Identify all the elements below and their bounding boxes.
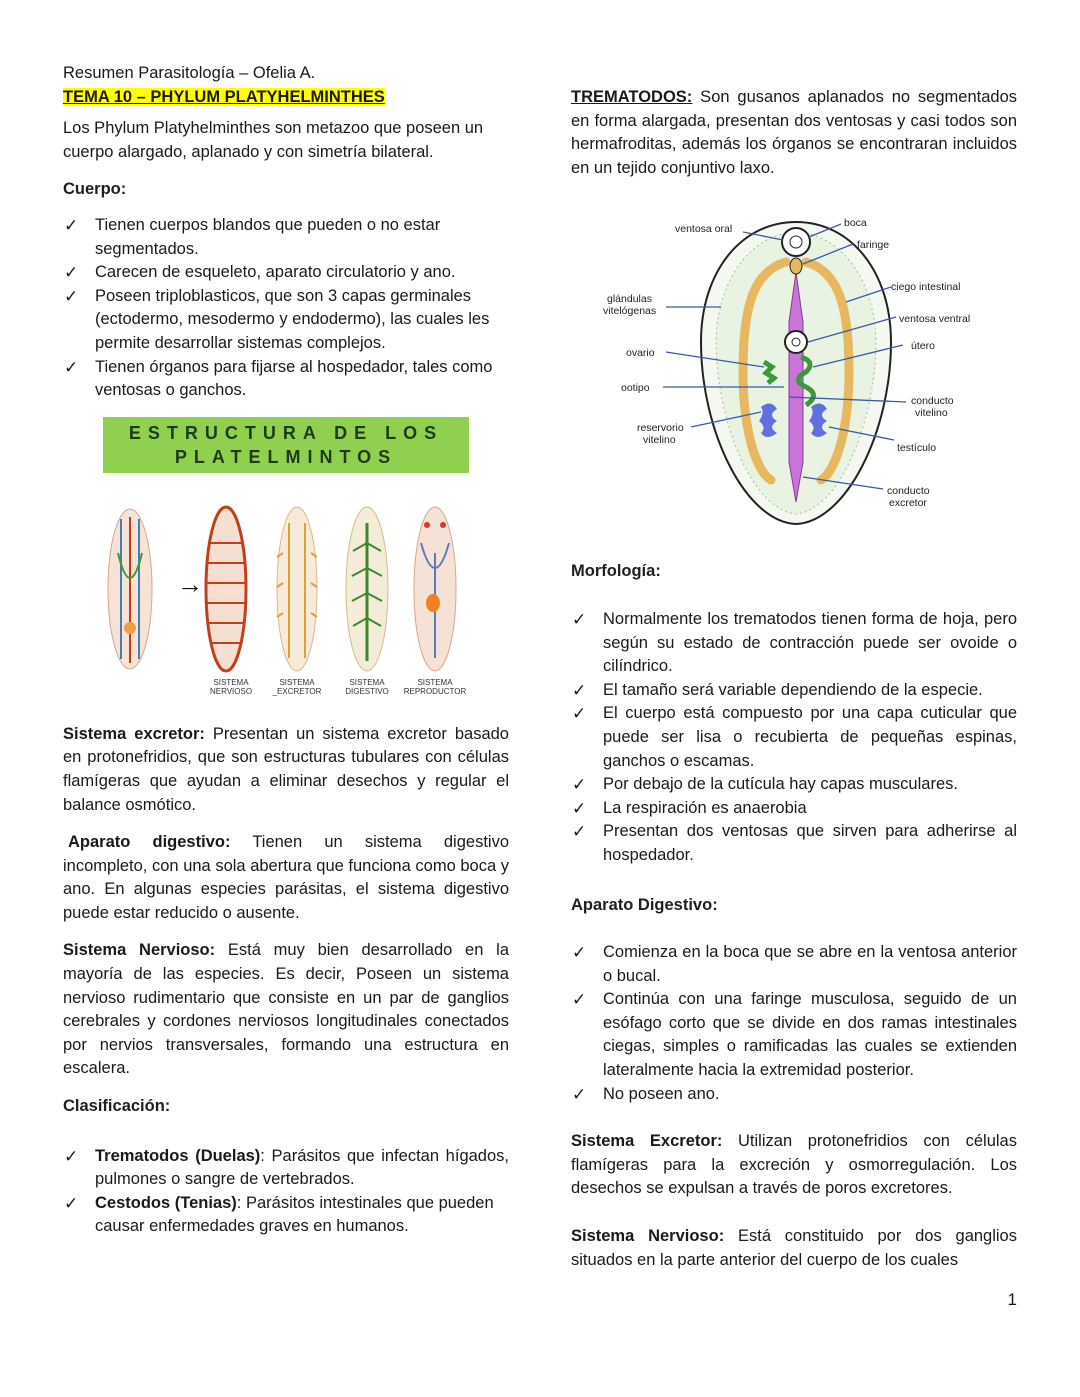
- label-conducto-excretor-2: excretor: [889, 497, 927, 510]
- author-line: Resumen Parasitología – Ofelia A.: [63, 64, 316, 82]
- check-icon: ✓: [572, 943, 587, 963]
- page-number: 1: [1007, 1290, 1017, 1309]
- label-boca: boca: [844, 217, 867, 230]
- label-ovario: ovario: [626, 347, 655, 360]
- check-icon: ✓: [572, 798, 587, 818]
- list-item: ✓ El tamaño será variable dependiendo de la especie.: [571, 679, 1017, 703]
- clasificacion-list: [63, 1145, 509, 1239]
- check-icon: ✓: [64, 263, 79, 283]
- check-icon: ✓: [64, 357, 79, 377]
- label-conducto-vitelino-1: conducto: [911, 395, 954, 408]
- check-icon: ✓: [64, 1146, 79, 1166]
- list-item: ✓ Trematodos (Duelas): Parásitos que infectan hígados, pulmones o sangre de vertebrados.: [64, 1146, 509, 1189]
- structure-banner: ESTRUCTURA DE LOS PLATELMINTOS: [103, 417, 469, 473]
- morfologia-heading: Morfología:: [571, 562, 661, 581]
- list-item: ✓ Tienen órganos para fijarse al hospedador, tales como ventosas o ganchos.: [64, 357, 493, 400]
- caption-excretor-1: SISTEMA: [279, 677, 315, 687]
- caption-reproductor-1: SISTEMA: [417, 677, 453, 687]
- worm-digestive-system: [346, 507, 388, 671]
- digestivo-paragraph: Aparato digestivo: Tienen un sistema digestivo incompleto, con una sola abertura que funciona como boca y ano. En algunas especies parásitas, el sistema digestivo puede estar reducido o ausente.: [63, 833, 510, 922]
- check-icon: ✓: [572, 990, 587, 1010]
- caption-reproductor-2: REPRODUCTOR: [403, 686, 467, 696]
- worm-excretory-system: [206, 507, 246, 671]
- list-item: ✓ Normalmente los trematodos tienen forma de hoja, pero según su estado de contracción puede ser ovoide o cilíndrico.: [572, 609, 1017, 676]
- check-icon: ✓: [572, 822, 587, 842]
- label-reservorio: reservorio: [637, 422, 684, 435]
- check-icon: ✓: [64, 286, 79, 306]
- label-reservorio-vitelino: vitelino: [643, 434, 676, 447]
- list-item: ✓ Tienen cuerpos blandos que pueden o no estar segmentados.: [64, 215, 441, 258]
- aparato-digestivo-heading: Aparato Digestivo:: [571, 895, 718, 914]
- list-item: ✓ La respiración es anaerobia: [571, 797, 1017, 821]
- check-icon: ✓: [572, 1084, 587, 1104]
- trematode-diagram: [571, 192, 1017, 532]
- caption-excretor-2: _EXCRETOR: [272, 686, 322, 696]
- list-item: ✓ Por debajo de la cutícula hay capas musculares.: [571, 773, 1017, 797]
- label-testiculo: testículo: [897, 442, 937, 455]
- check-icon: ✓: [572, 680, 587, 700]
- list-item: ✓ Comienza en la boca que se abre en la ventosa anterior o bucal.: [572, 943, 1017, 985]
- sistema-nervioso-paragraph: Sistema Nervioso: Está constituido por dos ganglios situados en la parte anterior del cuerpo de los cuales: [571, 1227, 1017, 1269]
- list-item: ✓ El cuerpo está compuesto por una capa cuticular que puede ser lisa o recubierta de pequeñas espinas, ganchos o escamas.: [572, 704, 1017, 770]
- label-faringe: faringe: [857, 239, 890, 252]
- excretor-paragraph: Sistema excretor: Presentan un sistema excretor basado en protonefridios, que son estructuras tubulares con células flamígeras que ayudan a eliminar desechos y regular el balance osmótico.: [63, 724, 509, 814]
- check-icon: ✓: [572, 775, 587, 795]
- left-column: [63, 62, 509, 1239]
- caption-digestivo-1: SISTEMA: [349, 677, 385, 687]
- worm-reproductive-system: [414, 507, 456, 671]
- sistema-excretor-paragraph: Sistema Excretor: Utilizan protonefridios con células flamígeras para la excreción y osmorregulación. Los desechos se expulsan a través de poros excretores.: [571, 1132, 1017, 1198]
- caption-digestivo-2: DIGESTIVO: [345, 686, 389, 696]
- intro-paragraph: Los Phylum Platyhelminthes son metazoo que poseen un cuerpo alargado, aplanado y con simetría bilateral.: [63, 119, 484, 161]
- list-item: ✓ Cestodos (Tenias): Parásitos intestinales que pueden causar enfermedades graves en humanos.: [64, 1193, 494, 1236]
- check-icon: ✓: [64, 215, 79, 235]
- label-ventosa-ventral: ventosa ventral: [899, 313, 971, 326]
- cuerpo-list: [63, 214, 509, 403]
- label-conducto-vitelino-2: vitelino: [915, 407, 948, 420]
- cuerpo-heading: Cuerpo:: [63, 180, 127, 199]
- list-item: ✓ No poseen ano.: [571, 1083, 1017, 1107]
- morfologia-list: [571, 608, 1017, 868]
- label-utero: útero: [911, 340, 935, 353]
- label-vitelogenas: vitelógenas: [603, 305, 657, 318]
- platyhelminth-systems-figure: [63, 473, 509, 713]
- worm-nervous-system: [108, 509, 152, 669]
- right-column: [571, 86, 1017, 1272]
- tema-title: TEMA 10 – PHYLUM PLATYHELMINTHES: [63, 87, 385, 106]
- check-icon: ✓: [572, 609, 587, 629]
- trematodos-paragraph: TREMATODOS: Son gusanos aplanados no segmentados en forma alargada, presentan dos ventosas y casi todos son hermafroditas, además los órganos se encontraran incluidos en un tejido conjuntivo laxo.: [571, 88, 1017, 177]
- label-conducto-excretor-1: conducto: [887, 485, 930, 498]
- label-glandulas: glándulas: [607, 293, 652, 306]
- list-item: ✓ Presentan dos ventosas que sirven para adherirse al hospedador.: [572, 822, 1017, 864]
- list-item: ✓ Continúa con una faringe musculosa, seguido de un esófago corto que se divide en dos ramas intestinales ciegas, simples o ramificadas las cuales se extienden lateralmente hacia la extremidad posterior.: [572, 990, 1017, 1080]
- check-icon: ✓: [572, 704, 587, 724]
- check-icon: ✓: [64, 1193, 79, 1213]
- aparato-digestivo-list: [571, 941, 1017, 1106]
- list-item: ✓ Carecen de esqueleto, aparato circulatorio y ano.: [63, 261, 509, 285]
- caption-nervioso-1: SISTEMA: [213, 677, 249, 687]
- list-item: ✓ Poseen triploblasticos, que son 3 capas germinales (ectodermo, mesodermo y endodermo), las cuales les permite desarrollar sistemas complejos.: [64, 286, 490, 352]
- nervioso-paragraph: Sistema Nervioso: Está muy bien desarrollado en la mayoría de las especies. Es decir, Poseen un sistema nervioso rudimentario que consiste en un par de ganglios cerebrales y cordones nerviosos longitudinales conectados por nervios transversales, formando una estructura en escalera.: [63, 941, 509, 1078]
- caption-nervioso-2: NERVIOSO: [209, 686, 253, 696]
- arrow-icon: →: [177, 568, 203, 599]
- clasificacion-heading: Clasificación:: [63, 1097, 171, 1116]
- label-ootipo: ootipo: [621, 382, 650, 395]
- label-ciego-intestinal: ciego intestinal: [891, 281, 961, 294]
- worm-excretor-detail: [277, 507, 317, 671]
- label-ventosa-oral: ventosa oral: [675, 223, 733, 236]
